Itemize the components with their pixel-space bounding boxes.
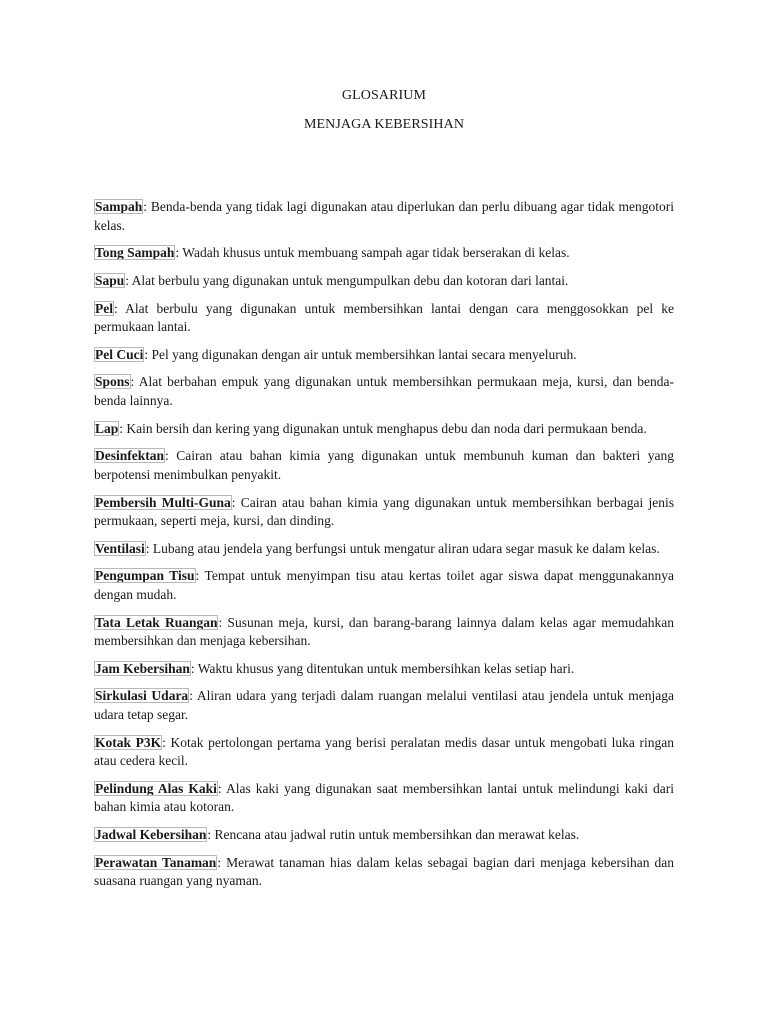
glossary-term: Sapu	[95, 272, 125, 288]
glossary-term: Lap	[95, 420, 119, 436]
glossary-entry	[94, 854, 674, 891]
glossary-definition: : Merawat tanaman hias dalam kelas sebagai bagian dari menjaga kebersihan dan suasana ruangan yang nyaman.	[94, 854, 674, 889]
document-subtitle: MENJAGA KEBERSIHAN	[303, 117, 465, 132]
glossary-definition: : Susunan meja, kursi, dan barang-barang lainnya dalam kelas agar memudahkan membersihkan dan menjaga kebersihan.	[94, 614, 674, 649]
glossary-term: Pengumpan Tisu	[95, 568, 195, 584]
glossary-term: Sampah	[95, 199, 143, 214]
glossary-entry	[94, 660, 674, 679]
glossary-definition: : Cairan atau bahan kimia yang digunakan untuk membunuh kuman dan bakteri yang berpotensi menimbulkan penyakit.	[94, 448, 674, 482]
glossary-definition: : Tempat untuk menyimpan tisu atau kertas toilet agar siswa dapat menggunakannya dengan mudah.	[94, 568, 674, 602]
glossary-definition: : Pel yang digunakan dengan air untuk membersihkan lantai secara menyeluruh.	[144, 346, 577, 362]
glossary-entry	[94, 826, 674, 845]
glossary-definition: : Cairan atau bahan kimia yang digunakan untuk membersihkan berbagai jenis permukaan, seperti meja, kursi, dan dinding.	[94, 494, 675, 528]
glossary-definition: : Lubang atau jendela yang berfungsi untuk mengatur aliran udara segar masuk ke dalam kelas.	[145, 540, 660, 556]
glossary-term: Pel Cuci	[95, 346, 144, 362]
glossary-definition: : Alat berbahan empuk yang digunakan untuk membersihkan permukaan meja, kursi, dan benda-benda lainnya.	[94, 374, 674, 408]
glossary-definition: : Waktu khusus yang ditentukan untuk membersihkan kelas setiap hari.	[190, 660, 575, 676]
glossary-definition: : Kotak pertolongan pertama yang berisi peralatan medis dasar untuk mengobati luka ringan atau cedera kecil.	[94, 734, 674, 769]
glossary-entry	[94, 540, 674, 559]
glossary-term: Perawatan Tanaman	[95, 854, 217, 870]
glossary-term: Tong Sampah	[95, 245, 175, 261]
glossary-entry	[94, 494, 674, 531]
glossary-term: Pel	[95, 300, 113, 316]
glossary-entry	[94, 447, 674, 484]
glossary-entry	[94, 272, 674, 291]
glossary-term: Pembersih Multi-Guna	[95, 494, 231, 510]
glossary-definition: : Kain bersih dan kering yang digunakan untuk menghapus debu dan noda dari permukaan benda.	[119, 420, 647, 436]
glossary-term: Jadwal Kebersihan	[95, 827, 207, 842]
glossary-term: Spons	[95, 374, 130, 390]
glossary-entry	[94, 567, 674, 604]
glossary-term: Jam Kebersihan	[95, 660, 190, 676]
glossary-term: Ventilasi	[95, 540, 145, 556]
glossary-entry	[94, 244, 674, 263]
glossary-definition: : Alas kaki yang digunakan saat membersihkan lantai untuk melindungi kaki dari bahan kimia atau kotoran.	[94, 780, 674, 815]
glossary-definition: : Rencana atau jadwal rutin untuk membersihkan dan merawat kelas.	[207, 827, 580, 842]
glossary-entry	[94, 687, 674, 724]
document-title: GLOSARIUM	[341, 88, 427, 103]
glossary-entry	[94, 346, 674, 365]
glossary-term: Pelindung Alas Kaki	[95, 780, 217, 796]
glossary-term: Desinfektan	[95, 448, 165, 464]
glossary-entry	[94, 198, 674, 235]
glossary-entry	[94, 300, 674, 337]
glossary-definition: : Aliran udara yang terjadi dalam ruangan melalui ventilasi atau jendela untuk menjaga udara tetap segar.	[94, 688, 674, 722]
glossary-entry	[94, 614, 674, 651]
glossary-term: Tata Letak Ruangan	[95, 614, 218, 630]
glossary-entry	[94, 373, 674, 410]
glossary-term: Sirkulasi Udara	[95, 688, 189, 704]
glossary-term: Kotak P3K	[95, 734, 162, 750]
glossary-definition: : Benda-benda yang tidak lagi digunakan atau diperlukan dan perlu dibuang agar tidak mengotori kelas.	[94, 199, 674, 233]
glossary-definition: : Alat berbulu yang digunakan untuk mengumpulkan debu dan kotoran dari lantai.	[125, 272, 569, 288]
glossary-list	[94, 198, 674, 900]
glossary-entry	[94, 734, 674, 771]
glossary-definition: : Alat berbulu yang digunakan untuk membersihkan lantai dengan cara menggosokkan pel ke permukaan lantai.	[94, 300, 674, 335]
glossary-definition: : Wadah khusus untuk membuang sampah agar tidak berserakan di kelas.	[175, 245, 570, 261]
glossary-entry	[94, 420, 674, 439]
glossary-entry	[94, 780, 674, 817]
